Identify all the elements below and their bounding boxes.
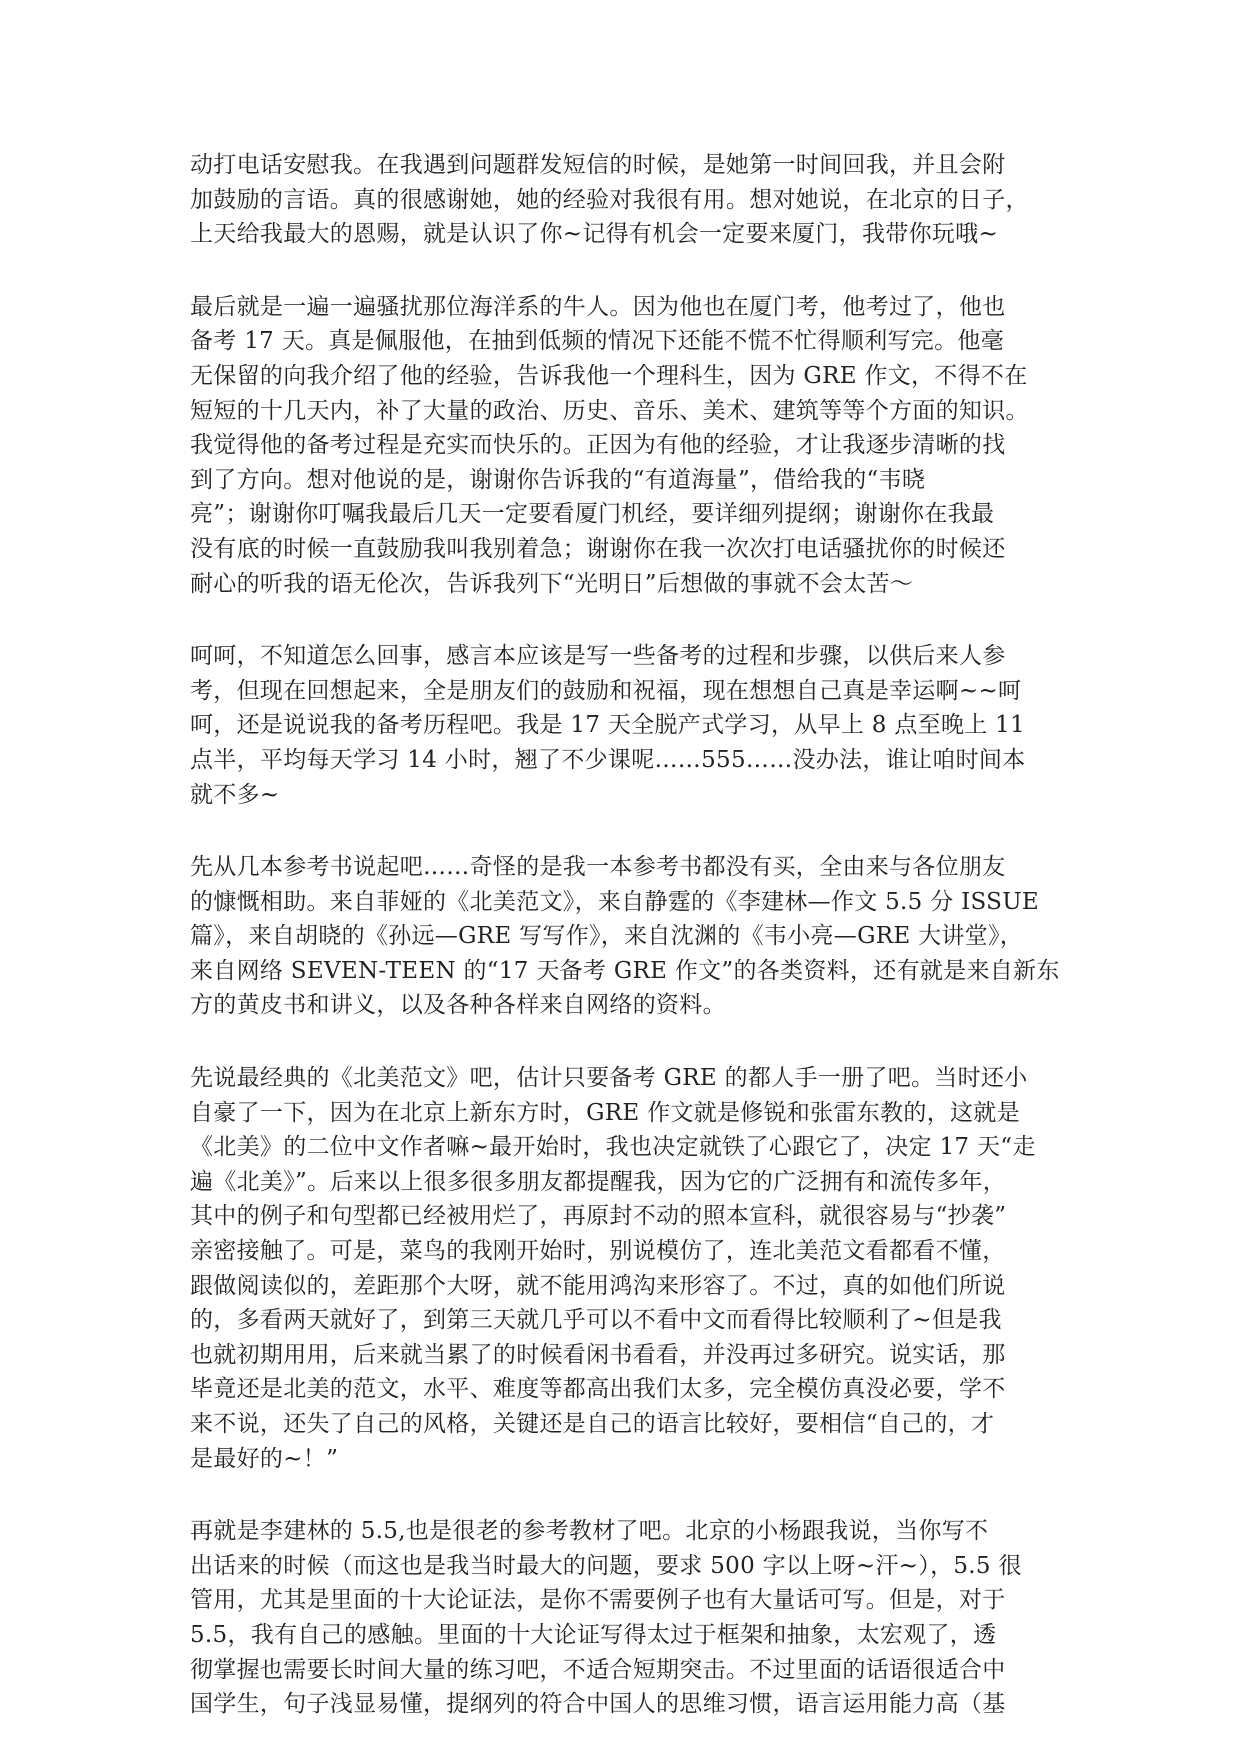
text-line: 动打电话安慰我。在我遇到问题群发短信的时候，是她第一时间回我，并且会附 — [190, 152, 1006, 178]
paragraph-6 — [190, 1514, 1050, 1722]
text-line: 来不说，还失了自己的风格，关键还是自己的语言比较好，要相信“自己的，才 — [190, 1411, 995, 1437]
text-line: 也就初期用用，后来就当累了的时候看闲书看看，并没再过多研究。说实话，那 — [190, 1341, 1006, 1368]
text-line: 备考 17 天。真是佩服他，在抽到低频的情况下还能不慌不忙得顺利写完。他毫 — [190, 328, 1004, 355]
text-line: 无保留的向我介绍了他的经验，告诉我他一个理科生，因为 GRE 作文，不得不在 — [190, 362, 1028, 389]
text-line: 先说最经典的《北美范文》吧，估计只要备考 GRE 的都人手一册了吧。当时还小 — [190, 1065, 1028, 1092]
text-line: 再就是李建林的 5.5,也是很老的参考教材了吧。北京的小杨跟我说，当你写不 — [190, 1518, 989, 1545]
text-line: 《北美》的二位中文作者嘛~最开始时，我也决定就铁了心跟它了，决定 17 天“走 — [190, 1134, 1036, 1161]
text-line: 其中的例子和句型都已经被用烂了，再原封不动的照本宣科，就很容易与“抄袭” — [190, 1203, 1007, 1230]
text-line: 点半，平均每天学习 14 小时，翘了不少课呢……555……没办法，谁让咱时间本 — [190, 746, 1026, 773]
text-line: 自豪了一下，因为在北京上新东方时，GRE 作文就是修锐和张雷东教的，这就是 — [190, 1099, 1020, 1126]
text-line: 来自网络 SEVEN-TEEN 的“17 天备考 GRE 作文”的各类资料，还有就是来自新东 — [190, 957, 1060, 984]
text-line: 国学生，句子浅显易懂，提纲列的符合中国人的思维习惯，语言运用能力高（基 — [190, 1691, 1006, 1718]
text-line: 先从几本参考书说起吧……奇怪的是我一本参考书都没有买，全由来与各位朋友 — [190, 854, 1006, 881]
text-line: 考，但现在回想起来，全是朋友们的鼓励和祝福，现在想想自己真是幸运啊~~呵 — [190, 677, 1022, 704]
text-line: 最后就是一遍一遍骚扰那位海洋系的牛人。因为他也在厦门考，他考过了，他也 — [190, 293, 1006, 320]
text-line: 跟做阅读似的，差距那个大呀，就不能用鸿沟来形容了。不过，真的如他们所说 — [190, 1272, 1006, 1299]
text-line: 我觉得他的备考过程是充实而快乐的。正因为有他的经验，才让我逐步清晰的找 — [190, 432, 1006, 459]
paragraph-1 — [190, 148, 1050, 252]
text-line: 5.5，我有自己的感触。里面的十大论证写得太过于框架和抽象，太宏观了，透 — [190, 1621, 997, 1648]
text-line: 耐心的听我的语无伦次，告诉我列下“光明日”后想做的事就不会太苦～ — [190, 570, 914, 597]
text-line: 到了方向。想对他说的是，谢谢你告诉我的“有道海量”，借给我的“韦晓 — [190, 466, 926, 493]
text-line: 上天给我最大的恩赐，就是认识了你~记得有机会一定要来厦门，我带你玩哦~ — [190, 221, 999, 248]
paragraph-3 — [190, 639, 1050, 812]
text-line: 方的黄皮书和讲义，以及各种各样来自网络的资料。 — [190, 992, 726, 1019]
paragraph-5 — [190, 1061, 1050, 1476]
text-line: 加鼓励的言语。真的很感谢她，她的经验对我很有用。想对她说，在北京的日子， — [190, 186, 1029, 213]
text-line: 亲密接触了。可是，菜鸟的我刚开始时，别说模仿了，连北美范文看都看不懂， — [190, 1238, 1006, 1265]
text-line: 遍《北美》”。后来以上很多很多朋友都提醒我，因为它的广泛拥有和流传多年， — [190, 1168, 1007, 1195]
text-line: 呵，还是说说我的备考历程吧。我是 17 天全脱产式学习，从早上 8 点至晚上 11 — [190, 712, 1026, 739]
text-line: 的慷慨相助。来自菲娅的《北美范文》，来自静霆的《李建林—作文 5.5 分 ISSUE — [190, 888, 1039, 915]
text-line: 短短的十几天内，补了大量的政治、历史、音乐、美术、建筑等等个方面的知识。 — [190, 397, 1029, 424]
text-line: 彻掌握也需要长时间大量的练习吧，不适合短期突击。不过里面的话语很适合中 — [190, 1656, 1006, 1683]
text-line: 毕竟还是北美的范文，水平、难度等都高出我们太多，完全模仿真没必要，学不 — [190, 1376, 1006, 1403]
paragraph-4 — [190, 850, 1060, 1023]
text-line: 呵呵，不知道怎么回事，感言本应该是写一些备考的过程和步骤，以供后来人参 — [190, 643, 1006, 670]
text-line: 的，多看两天就好了，到第三天就几乎可以不看中文而看得比较顺利了~但是我 — [190, 1307, 1002, 1334]
text-line: 篇》，来自胡晓的《孙远—GRE 写写作》，来自沈渊的《韦小亮—GRE 大讲堂》， — [190, 923, 1024, 950]
document-body — [190, 148, 1060, 1760]
text-line: 出话来的时候（而这也是我当时最大的问题，要求 500 字以上呀~汗~），5.5 很 — [190, 1552, 1022, 1579]
text-line: 就不多~ — [190, 781, 280, 808]
text-line: 是最好的~！” — [190, 1445, 339, 1472]
paragraph-2 — [190, 290, 1050, 601]
text-line: 亮”；谢谢你叮嘱我最后几天一定要看厦门机经，要详细列提纲；谢谢你在我最 — [190, 501, 995, 528]
text-line: 管用，尤其是里面的十大论证法，是你不需要例子也有大量话可写。但是，对于 — [190, 1587, 1006, 1614]
text-line: 没有底的时候一直鼓励我叫我别着急；谢谢你在我一次次打电话骚扰你的时候还 — [190, 535, 1006, 562]
